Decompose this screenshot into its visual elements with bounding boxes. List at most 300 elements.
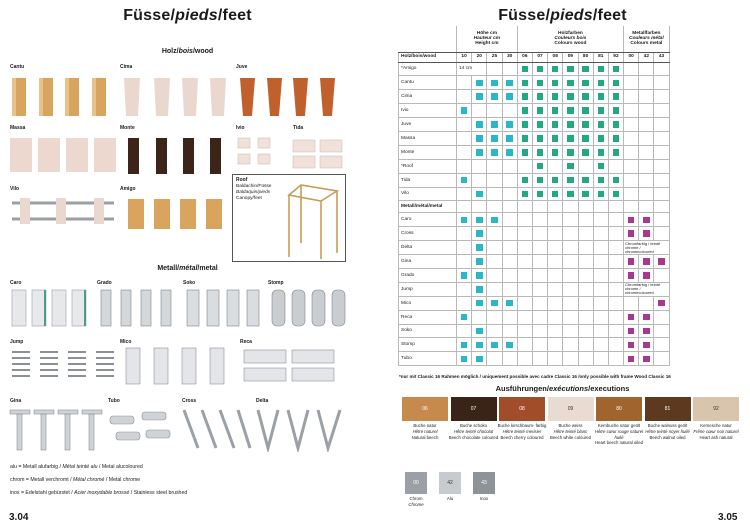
table-cell (487, 62, 502, 76)
swatch-caption-en: Beech cherry coloured (500, 434, 544, 440)
table-cell (563, 241, 578, 255)
table-cell (608, 296, 623, 310)
table-cell (457, 173, 472, 187)
page-number: 3.04 (9, 512, 29, 523)
availability-marker (582, 80, 589, 87)
swatch-caption-en: Heart ash natural (699, 434, 733, 440)
swatch-code: 92 (713, 406, 719, 412)
table-cell (624, 76, 639, 90)
swatch-caption-fr: Chrome (408, 501, 424, 507)
availability-marker (476, 356, 483, 363)
table-cell (532, 76, 547, 90)
availability-marker (552, 93, 559, 100)
table-cell (517, 201, 532, 213)
table-cell (654, 268, 669, 282)
table-cell (502, 145, 517, 159)
row-model-name: Soko (399, 324, 457, 338)
table-cell (608, 241, 623, 255)
swatch-caption-de: Kernbuche natur geölt (597, 423, 641, 428)
column-header: 07 (532, 52, 547, 62)
table-cell (608, 282, 623, 296)
delta-feet-photo (254, 406, 346, 452)
table-cell (593, 324, 608, 338)
table-cell (502, 227, 517, 241)
table-cell (532, 338, 547, 352)
availability-marker (491, 80, 498, 87)
availability-marker (582, 177, 589, 184)
cantu-feet-photo (8, 72, 116, 118)
availability-marker (658, 258, 665, 265)
table-cell (532, 118, 547, 132)
color-swatch (693, 397, 739, 421)
availability-marker (552, 149, 559, 156)
table-cell (457, 159, 472, 173)
table-row (399, 90, 670, 104)
table-cell (472, 76, 487, 90)
table-cell (472, 324, 487, 338)
table-cell (624, 145, 639, 159)
table-cell (502, 187, 517, 201)
table-cell (532, 282, 547, 296)
availability-marker (598, 107, 605, 114)
table-cell (457, 90, 472, 104)
table-cell (487, 268, 502, 282)
table-row (399, 282, 670, 296)
table-cell (548, 62, 563, 76)
table-cell (548, 268, 563, 282)
table-cell (578, 118, 593, 132)
table-cell (654, 131, 669, 145)
availability-marker (522, 191, 529, 198)
availability-marker (643, 258, 650, 265)
table-cell (502, 352, 517, 366)
table-cell (654, 62, 669, 76)
table-cell (548, 213, 563, 227)
table-cell (487, 118, 502, 132)
swatch-code: 00 (413, 480, 419, 486)
table-cell (608, 352, 623, 366)
model-label: Tida (293, 125, 304, 131)
row-model-name: Cross (399, 227, 457, 241)
height-group-header: Höhe cm Hauteur cm Height cm (457, 26, 518, 52)
swatch-caption-fr: Hêtre teinté chocolat (453, 428, 494, 434)
row-model-name: Monte (399, 145, 457, 159)
availability-marker (461, 356, 468, 363)
swatch-caption-de: Inox (479, 496, 489, 501)
availability-marker (613, 135, 620, 142)
table-cell (472, 131, 487, 145)
table-cell (563, 213, 578, 227)
table-cell (639, 296, 654, 310)
table-cell (457, 255, 472, 269)
table-cell (517, 352, 532, 366)
table-cell (624, 90, 639, 104)
table-cell (548, 241, 563, 255)
availability-marker (506, 80, 513, 87)
table-cell (517, 338, 532, 352)
table-row (399, 255, 670, 269)
availability-marker (476, 80, 483, 87)
table-cell (532, 145, 547, 159)
availability-marker (598, 66, 605, 73)
table-cell (624, 62, 639, 76)
availability-marker (491, 217, 498, 224)
amigo-feet-photo (120, 195, 230, 233)
model-label: Reca (240, 339, 252, 345)
table-cell (639, 310, 654, 324)
table-cell (502, 201, 517, 213)
table-cell (563, 338, 578, 352)
availability-marker (628, 314, 635, 321)
availability-marker (567, 191, 574, 198)
table-cell (487, 296, 502, 310)
table-row (399, 352, 670, 366)
mico-feet-photo (120, 346, 230, 386)
table-cell (608, 187, 623, 201)
roof-box (232, 174, 346, 262)
table-cell (487, 310, 502, 324)
swatch-caption-fr: Hêtre teinté blanc (553, 428, 588, 434)
swatch-code: 07 (470, 406, 477, 412)
table-cell (472, 268, 487, 282)
row-model-name: Jump (399, 282, 457, 296)
color-swatch (402, 397, 448, 421)
table-cell (487, 241, 502, 255)
table-cell (624, 310, 639, 324)
availability-marker (582, 191, 589, 198)
table-row (399, 118, 670, 132)
availability-marker (598, 177, 605, 184)
availability-marker (552, 80, 559, 87)
swatch-caption-de: Alu (446, 496, 454, 501)
availability-marker (522, 66, 529, 73)
color-swatch (548, 397, 594, 421)
availability-marker (522, 149, 529, 156)
catalog-page-right (375, 0, 750, 530)
table-row (399, 131, 670, 145)
availability-marker (613, 177, 620, 184)
table-cell (578, 227, 593, 241)
table-cell (639, 118, 654, 132)
table-cell (532, 310, 547, 324)
page-number: 3.05 (718, 512, 738, 523)
table-cell (548, 338, 563, 352)
model-label: Cross (182, 398, 197, 404)
availability-marker (613, 191, 620, 198)
availability-marker (476, 230, 483, 237)
table-cell (472, 296, 487, 310)
table-cell (517, 90, 532, 104)
table-cell (532, 352, 547, 366)
table-cell (654, 201, 669, 213)
column-header: 92 (608, 52, 623, 62)
table-cell (578, 296, 593, 310)
availability-marker (582, 149, 589, 156)
table-cell (517, 159, 532, 173)
table-cell (563, 296, 578, 310)
availability-marker (506, 135, 513, 142)
tida-feet-photo (290, 134, 350, 176)
table-cell (593, 241, 608, 255)
swatch-code: 08 (519, 406, 525, 412)
availability-marker (537, 93, 544, 100)
swatch-caption-en: Beech white coloured (549, 434, 592, 440)
table-cell (563, 227, 578, 241)
roof-canopy-photo (281, 181, 343, 261)
availability-marker (491, 149, 498, 156)
table-cell (472, 104, 487, 118)
table-cell (502, 310, 517, 324)
table-cell (593, 62, 608, 76)
table-cell (578, 338, 593, 352)
table-cell (548, 76, 563, 90)
color-swatch (439, 472, 461, 494)
table-cell (578, 324, 593, 338)
availability-marker (552, 121, 559, 128)
model-label: Caro (10, 280, 22, 286)
table-row (399, 296, 670, 310)
availability-marker (476, 328, 483, 335)
availability-marker (658, 300, 665, 307)
table-cell (532, 255, 547, 269)
table-cell (563, 90, 578, 104)
table-cell (608, 90, 623, 104)
swatch-caption-de: Buche schoko (460, 423, 487, 428)
swatch-code: 06 (422, 406, 428, 412)
table-cell (517, 213, 532, 227)
roof-desc-fr: Baldaquin/pieds (236, 190, 271, 195)
table-cell (472, 338, 487, 352)
table-cell (608, 145, 623, 159)
table-cell (654, 296, 669, 310)
table-cell (624, 227, 639, 241)
table-cell (593, 187, 608, 201)
table-cell (639, 255, 654, 269)
table-cell (532, 131, 547, 145)
table-cell (639, 90, 654, 104)
availability-marker (461, 107, 468, 114)
table-cell (502, 268, 517, 282)
swatch-caption-de: Buche kirschbaum- farbig (497, 423, 547, 428)
table-cell (608, 159, 623, 173)
swatch-caption-en: Beech chocolate coloured (448, 434, 499, 440)
table-cell (517, 145, 532, 159)
availability-marker (567, 135, 574, 142)
row-model-name: *Roof (399, 159, 457, 173)
page-title: Füsse/pieds/feet (123, 7, 252, 24)
grado-feet-photo (95, 288, 181, 328)
table-cell (608, 118, 623, 132)
table-cell (608, 173, 623, 187)
table-row (399, 338, 670, 352)
availability-marker (613, 93, 620, 100)
availability-marker (643, 314, 650, 321)
swatch-code: 43 (481, 480, 487, 486)
availability-marker (476, 244, 483, 251)
table-cell (639, 227, 654, 241)
availability-marker (491, 342, 498, 349)
table-cell (548, 310, 563, 324)
table-cell (563, 324, 578, 338)
table-cell (608, 255, 623, 269)
table-cell (487, 255, 502, 269)
table-cell (563, 159, 578, 173)
table-cell (593, 310, 608, 324)
row-model-name: Grado (399, 268, 457, 282)
table-cell (639, 145, 654, 159)
availability-marker (522, 93, 529, 100)
legend-chrom: chrom = Metall verchromt / Métal chromé / Metal chrome (10, 477, 141, 483)
table-cell (487, 104, 502, 118)
swatch-code: 09 (567, 406, 574, 412)
availability-marker (598, 135, 605, 142)
availability-marker (628, 356, 635, 363)
availability-marker (476, 149, 483, 156)
availability-marker (476, 217, 483, 224)
table-cell (608, 227, 623, 241)
table-cell (593, 76, 608, 90)
table-cell (624, 159, 639, 173)
table-cell (487, 227, 502, 241)
availability-marker (506, 149, 513, 156)
table-cell (457, 296, 472, 310)
table-cell (578, 104, 593, 118)
wood-section-heading: Holz/bois/wood (161, 48, 214, 55)
availability-table (398, 26, 670, 366)
swatch-caption-de: Buche weiss (558, 423, 583, 428)
table-cell (593, 213, 608, 227)
table-cell (548, 159, 563, 173)
ivio-feet-photo (234, 134, 290, 176)
table-cell (517, 241, 532, 255)
table-cell (487, 90, 502, 104)
table-cell (472, 201, 487, 213)
table-cell (532, 227, 547, 241)
table-cell (472, 159, 487, 173)
page-title: Füsse/pieds/feet (498, 7, 627, 24)
table-cell (639, 76, 654, 90)
table-cell (517, 227, 532, 241)
table-cell (578, 90, 593, 104)
table-cell (563, 310, 578, 324)
availability-marker (537, 149, 544, 156)
table-cell (487, 352, 502, 366)
table-cell (457, 338, 472, 352)
table-cell (472, 213, 487, 227)
table-cell (457, 201, 472, 213)
table-cell (608, 338, 623, 352)
table-cell (654, 255, 669, 269)
table-cell (563, 104, 578, 118)
monte-feet-photo (120, 134, 230, 176)
table-cell (548, 173, 563, 187)
table-cell (639, 131, 654, 145)
table-cell (517, 324, 532, 338)
table-cell (457, 213, 472, 227)
column-header: 06 (517, 52, 532, 62)
availability-marker (613, 80, 620, 87)
table-cell (639, 104, 654, 118)
table-cell (563, 145, 578, 159)
table-cell (578, 62, 593, 76)
swatch-caption-fr: Frêne cœur noir naturel (693, 428, 739, 434)
table-cell (593, 159, 608, 173)
table-row (399, 173, 670, 187)
table-cell (457, 268, 472, 282)
model-label: Juve (236, 64, 248, 70)
swatch-caption-en: Natural beech (411, 434, 439, 440)
table-cell (532, 241, 547, 255)
table-cell (532, 173, 547, 187)
table-cell (624, 268, 639, 282)
table-cell (593, 173, 608, 187)
column-header: 43 (654, 52, 669, 62)
availability-marker (461, 217, 468, 224)
availability-marker (522, 107, 529, 114)
availability-marker (628, 272, 635, 279)
table-cell (532, 62, 547, 76)
column-header: 20 (472, 52, 487, 62)
table-cell (532, 296, 547, 310)
chrome-note: Chromfarbig / teinté chrome / chromecoloured (625, 240, 661, 254)
column-header: 08 (548, 52, 563, 62)
table-cell (487, 159, 502, 173)
table-cell (532, 324, 547, 338)
table-cell (457, 310, 472, 324)
row-model-name: Tubo (399, 352, 457, 366)
reca-feet-photo (240, 346, 340, 386)
table-cell (517, 187, 532, 201)
availability-marker (506, 342, 513, 349)
availability-marker (552, 177, 559, 184)
gina-feet-photo (8, 406, 104, 452)
table-cell (532, 268, 547, 282)
availability-marker (613, 121, 620, 128)
color-swatch (473, 472, 495, 494)
table-cell (487, 131, 502, 145)
row-model-name: Cantu (399, 76, 457, 90)
table-cell (472, 118, 487, 132)
vilo-feet-photo (8, 195, 118, 231)
availability-marker (522, 121, 529, 128)
stomp-feet-photo (266, 288, 352, 328)
wood-color-group-header: Holzfarben Couleurs bois Colours wood (517, 26, 623, 52)
table-cell (639, 187, 654, 201)
table-cell (624, 213, 639, 227)
availability-marker (537, 121, 544, 128)
table-row (399, 76, 670, 90)
table-cell (472, 173, 487, 187)
table-cell (639, 173, 654, 187)
color-swatch (405, 472, 427, 494)
table-cell (578, 131, 593, 145)
column-header: 80 (578, 52, 593, 62)
model-label: Gina (10, 398, 22, 404)
table-cell (624, 118, 639, 132)
table-row (399, 104, 670, 118)
swatch-caption-de: Kernesche natur (700, 423, 732, 428)
table-cell (472, 90, 487, 104)
table-cell (593, 90, 608, 104)
table-cell (608, 310, 623, 324)
table-cell (548, 104, 563, 118)
table-cell (608, 213, 623, 227)
table-cell (517, 76, 532, 90)
table-cell (654, 76, 669, 90)
table-cell (532, 159, 547, 173)
table-cell (517, 310, 532, 324)
availability-marker (643, 230, 650, 237)
